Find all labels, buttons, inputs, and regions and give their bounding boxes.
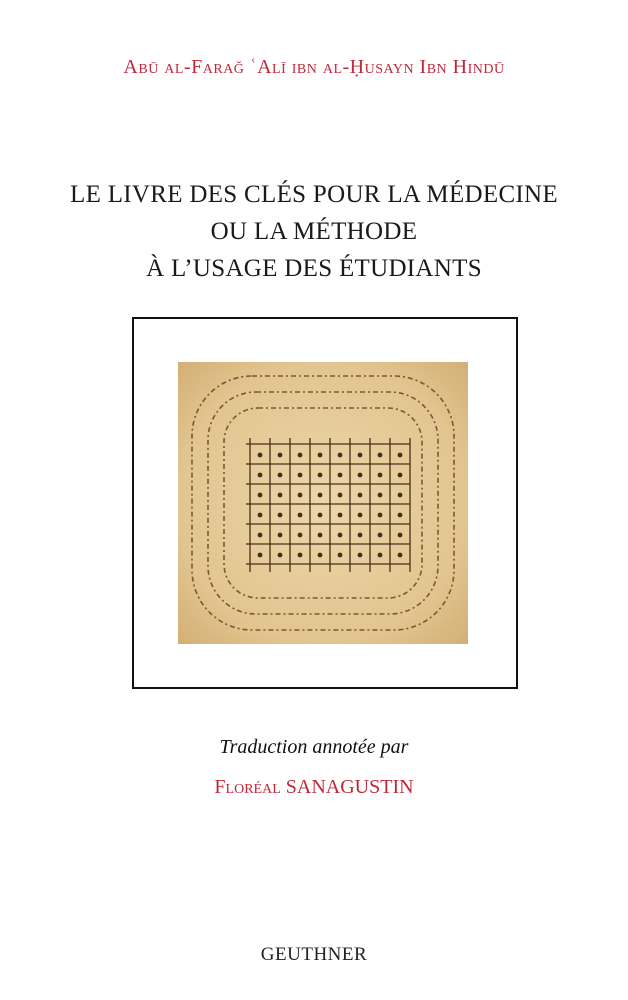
title-line-3: À L’USAGE DES ÉTUDIANTS: [146, 255, 482, 282]
author-name: Abū al-Farağ ʿAlī ibn al-Ḥusayn Ibn Hindū: [123, 56, 505, 78]
translator-first-name: Floréal: [214, 776, 281, 798]
parchment-background: [178, 362, 468, 644]
title-line-2: OU LA MÉTHODE: [210, 218, 418, 245]
publisher-name: GEUTHNER: [260, 944, 368, 965]
book-title: [0, 176, 628, 287]
translator-name: [0, 776, 628, 799]
translator-last-name: SANAGUSTIN: [285, 776, 414, 798]
title-line-1: LE LIVRE DES CLÉS POUR LA MÉDECINE: [70, 181, 558, 208]
manuscript-illustration: [178, 362, 468, 644]
translation-credit: Traduction annotée par: [219, 736, 409, 758]
